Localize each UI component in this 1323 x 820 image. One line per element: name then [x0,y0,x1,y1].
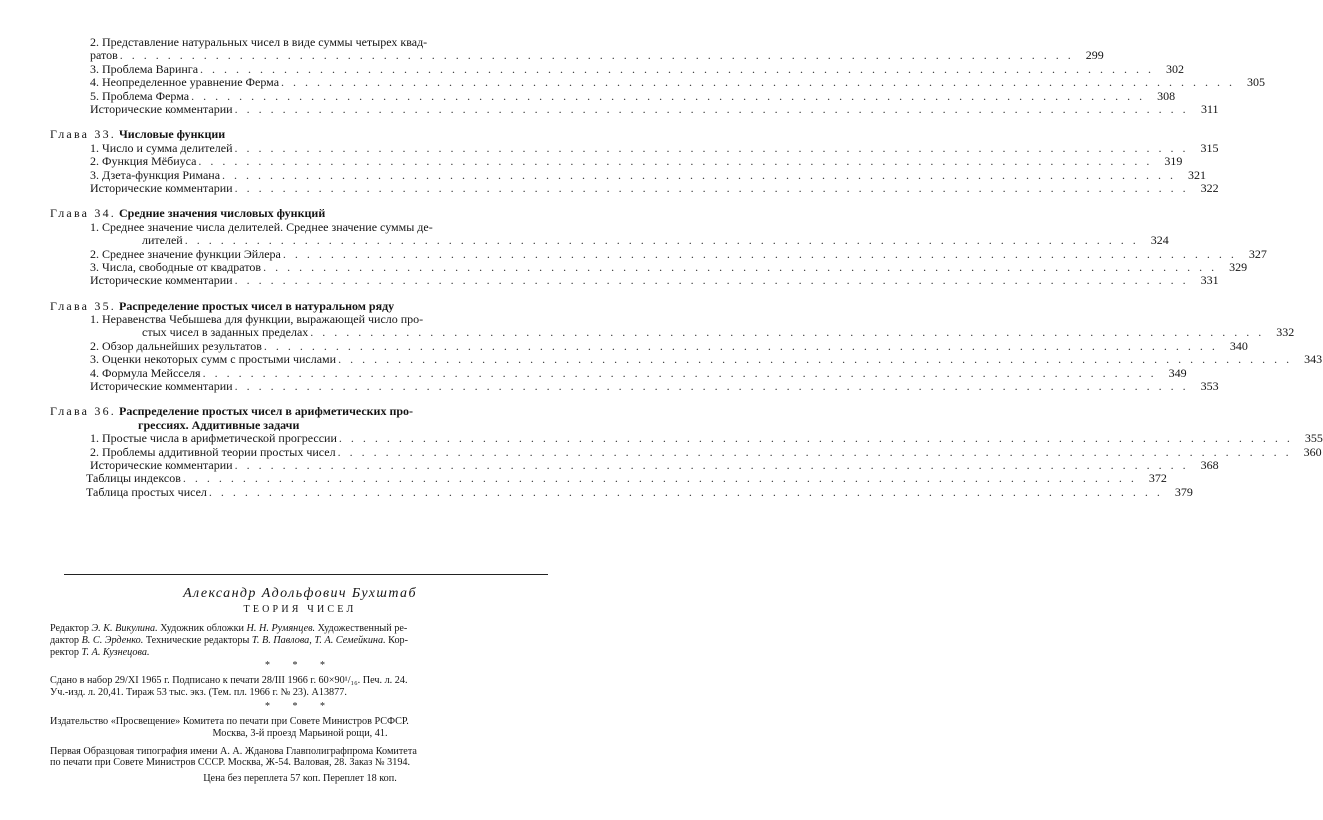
toc-entry [90,61,1185,76]
credit-label: ректор [50,646,79,658]
dot-leader: . . . . . . . . . . . . . . . . . . . . . . . . . . . . . . . . . . . . . . . . . . . . . . . . . . . . . . . . . . . . . . . . . . . . . . . . . . . . . . . . [310,325,1265,340]
toc-page-number: 340 [1229,338,1248,353]
dot-leader: . . . . . . . . . . . . . . . . . . . . . . . . . . . . . . . . . . . . . . . . . . . . . . . . . . . . . . . . . . . . . . . . . . . . . . . . . . . . . . . . [234,140,1189,155]
dot-leader: . . . . . . . . . . . . . . . . . . . . . . . . . . . . . . . . . . . . . . . . . . . . . . . . . . . . . . . . . . . . . . . . . . . . . . . . . . . . . . . . [208,484,1163,499]
toc-entry-text: Исторические комментарии [90,101,233,116]
toc-page-number: 353 [1200,379,1219,394]
toc-entry [86,484,1193,499]
credit-name: Т. А. Семейкина. [314,634,386,646]
toc-page-number: 360 [1303,444,1322,459]
toc-entry [90,259,1248,274]
credit-name: Т. А. Кузнецова. [81,646,150,658]
toc-entry [90,140,1219,155]
toc-page-number: 372 [1148,471,1167,486]
author-name: Александр Адольфович Бухштаб [183,586,417,601]
dot-leader: . . . . . . . . . . . . . . . . . . . . . . . . . . . . . . . . . . . . . . . . . . . . . . . . . . . . . . . . . . . . . . . . . . . . . . . . . . . . . . . . [234,379,1189,394]
credit-label: Кор- [388,634,409,646]
toc-entry-text: 2. Функция Мёбиуса [90,154,197,169]
imprint [50,586,550,784]
toc-entry [90,180,1219,195]
toc-entry [90,379,1219,394]
toc-entry-text: 2. Представление натуральных чисел в виде суммы четырех квад- [90,35,428,49]
dot-leader: . . . . . . . . . . . . . . . . . . . . . . . . . . . . . . . . . . . . . . . . . . . . . . . . . . . . . . . . . . . . . . . . . . . . . . . . . . . . . . . . [282,246,1237,261]
dot-leader: . . . . . . . . . . . . . . . . . . . . . . . . . . . . . . . . . . . . . . . . . . . . . . . . . . . . . . . . . . . . . . . . . . . . . . . . . . . . . . . . [184,233,1139,248]
chapter-label: Глава 34. [50,206,116,221]
dot-leader: . . . . . . . . . . . . . . . . . . . . . . . . . . . . . . . . . . . . . . . . . . . . . . . . . . . . . . . . . . . . . . . . . . . . . . . . . . . . . . . . [222,167,1177,182]
dot-leader: . . . . . . . . . . . . . . . . . . . . . . . . . . . . . . . . . . . . . . . . . . . . . . . . . . . . . . . . . . . . . . . . . . . . . . . . . . . . . . . . [337,444,1292,459]
chapter-label: Глава 33. [50,127,116,142]
toc-page-number: 322 [1200,180,1219,195]
toc-page-number: 308 [1157,88,1176,103]
credit-label: Редактор [50,623,89,634]
chapter-title: Числовые функции [118,127,226,142]
toc-entry-text: Исторические комментарии [90,379,233,394]
toc-entry [86,471,1167,486]
toc-entry-text: ратов [90,48,118,63]
toc-page-number: 299 [1085,48,1104,63]
toc-entry-text: 2. Проблемы аддитивной теории простых чисел [90,444,336,459]
toc-page-number: 355 [1304,431,1323,446]
toc-entry-text: 1. Простые числа в арифметической прогрессии [90,431,337,446]
chapter-heading [50,300,550,313]
toc-entry-cont [90,325,1295,340]
toc-page-number: 368 [1200,458,1219,473]
print-data-line: Уч.-изд. л. 20,41. Тираж 53 тыс. экз. (Тем. пл. 1966 г. № 23). А13877. [50,687,347,699]
toc-page-number: 302 [1166,61,1185,76]
chapter-title-cont: грессиях. Аддитивные задачи [138,417,300,432]
toc-page-number: 327 [1248,246,1267,261]
toc-entry [90,101,1219,116]
toc-page-number: 324 [1150,233,1169,248]
toc-entry [90,88,1176,103]
credit-name: Н. Н. Румянцев. [246,623,316,634]
toc-entry [90,365,1187,380]
toc-entry-text: 4. Неопределенное уравнение Ферма [90,75,280,90]
dot-leader: . . . . . . . . . . . . . . . . . . . . . . . . . . . . . . . . . . . . . . . . . . . . . . . . . . . . . . . . . . . . . . . . . . . . . . . . . . . . . . . . [234,458,1189,473]
toc-entry-cont [90,48,1104,63]
separator-stars: * * * [265,700,335,712]
toc-entry [90,36,550,49]
toc-entry-text: 3. Дзета-функция Римана [90,167,221,182]
chapter-heading [50,128,550,141]
toc-entry-text: Исторические комментарии [90,180,233,195]
dot-leader: . . . . . . . . . . . . . . . . . . . . . . . . . . . . . . . . . . . . . . . . . . . . . . . . . . . . . . . . . . . . . . . . . . . . . . . . . . . . . . . . [338,431,1293,446]
toc-entry-text: Исторические комментарии [90,273,233,288]
toc-entry-text: 3. Числа, свободные от квадратов [90,259,262,274]
toc-page-number: 349 [1168,365,1187,380]
toc-page-number: 311 [1201,101,1219,116]
dot-leader: . . . . . . . . . . . . . . . . . . . . . . . . . . . . . . . . . . . . . . . . . . . . . . . . . . . . . . . . . . . . . . . . . . . . . . . . . . . . . . . . [119,48,1074,63]
divider [64,574,548,575]
publisher-line: Издательство «Просвещение» Комитета по печати при Совете Министров РСФСР. [50,715,409,727]
toc-page-number: 319 [1164,154,1183,169]
toc-entry [90,352,1323,367]
toc-entry [90,167,1207,182]
toc-page-number: 305 [1247,75,1266,90]
credit-name: Т. В. Павлова, [251,634,312,646]
toc-entry [90,221,550,234]
chapter-heading [50,207,550,220]
printer-line: Первая Образцовая типография имени А. А. Жданова Главполиграфпрома Комитета [50,745,417,757]
dot-leader: . . . . . . . . . . . . . . . . . . . . . . . . . . . . . . . . . . . . . . . . . . . . . . . . . . . . . . . . . . . . . . . . . . . . . . . . . . . . . . . . [234,101,1189,116]
toc-entry-text: Исторические комментарии [90,458,233,473]
dot-leader: . . . . . . . . . . . . . . . . . . . . . . . . . . . . . . . . . . . . . . . . . . . . . . . . . . . . . . . . . . . . . . . . . . . . . . . . . . . . . . . . [182,471,1137,486]
toc-entry-text: 1. Число и сумма делителей [90,140,233,155]
credit-label: Художественный ре- [317,623,408,634]
toc-entry-text: 1. Неравенства Чебышева для функции, выражающей число про- [90,312,424,327]
publisher-info [50,716,550,740]
chapter-title: Распределение простых чисел в арифметических про- [118,404,414,419]
publisher-line: Москва, 3-й проезд Марьиной рощи, 41. [212,727,388,739]
dot-leader: . . . . . . . . . . . . . . . . . . . . . . . . . . . . . . . . . . . . . . . . . . . . . . . . . . . . . . . . . . . . . . . . . . . . . . . . . . . . . . . . [338,352,1293,367]
toc-entry [90,338,1248,353]
print-data [50,675,550,699]
dot-leader: . . . . . . . . . . . . . . . . . . . . . . . . . . . . . . . . . . . . . . . . . . . . . . . . . . . . . . . . . . . . . . . . . . . . . . . . . . . . . . . . [202,365,1157,380]
printer-info [50,746,550,770]
book-title: ТЕОРИЯ ЧИСЕЛ [243,604,357,615]
toc-entry-text: 3. Оценки некоторых сумм с простыми числами [90,352,337,367]
toc-entry-text: 4. Формула Мейсселя [90,365,201,380]
dot-leader: . . . . . . . . . . . . . . . . . . . . . . . . . . . . . . . . . . . . . . . . . . . . . . . . . . . . . . . . . . . . . . . . . . . . . . . . . . . . . . . . [234,180,1189,195]
toc-entry [90,444,1322,459]
toc-entry-text: стых чисел в заданных пределах [142,325,309,340]
toc-entry [90,458,1219,473]
toc-entry-text: 3. Проблема Варинга [90,61,199,76]
toc-page-number: 315 [1200,140,1219,155]
credit-label: дактор [50,634,80,646]
toc-entry [90,154,1183,169]
separator-stars: * * * [265,660,335,672]
print-data-line: Сдано в набор 29/XI 1965 г. Подписано к печати 28/III 1966 г. 60×90¹/₁₆. Печ. л. 24. [50,675,408,687]
toc-entry-cont [90,233,1169,248]
credit-name: Э. К. Викулина. [91,623,158,634]
toc-page-number: 343 [1304,352,1323,367]
dot-leader: . . . . . . . . . . . . . . . . . . . . . . . . . . . . . . . . . . . . . . . . . . . . . . . . . . . . . . . . . . . . . . . . . . . . . . . . . . . . . . . . [198,154,1153,169]
chapter-title: Средние значения числовых функций [118,206,326,221]
credits [50,623,550,658]
table-of-contents [50,35,1323,499]
toc-entry-text: 2. Среднее значение функции Эйлера [90,246,281,261]
dot-leader: . . . . . . . . . . . . . . . . . . . . . . . . . . . . . . . . . . . . . . . . . . . . . . . . . . . . . . . . . . . . . . . . . . . . . . . . . . . . . . . . [263,338,1218,353]
printer-line: по печати при Совете Министров СССР. Москва, Ж-54. Валовая, 28. Заказ № 3194. [50,757,411,769]
dot-leader: . . . . . . . . . . . . . . . . . . . . . . . . . . . . . . . . . . . . . . . . . . . . . . . . . . . . . . . . . . . . . . . . . . . . . . . . . . . . . . . . [263,259,1218,274]
toc-entry-text: 5. Проблема Ферма [90,88,190,103]
dot-leader: . . . . . . . . . . . . . . . . . . . . . . . . . . . . . . . . . . . . . . . . . . . . . . . . . . . . . . . . . . . . . . . . . . . . . . . . . . . . . . . . [200,61,1155,76]
toc-entry-text: Таблицы индексов [86,471,181,486]
toc-entry-text: Таблица простых чисел [86,484,207,499]
toc-page-number: 321 [1188,167,1207,182]
dot-leader: . . . . . . . . . . . . . . . . . . . . . . . . . . . . . . . . . . . . . . . . . . . . . . . . . . . . . . . . . . . . . . . . . . . . . . . . . . . . . . . . [281,75,1236,90]
toc-page-number: 331 [1200,273,1219,288]
credit-label: Художник обложки [160,623,244,634]
chapter-label: Глава 36. [50,404,116,419]
toc-entry [90,431,1323,446]
toc-entry [90,313,550,326]
toc-page-number: 332 [1276,325,1295,340]
chapter-title: Распределение простых чисел в натуральном ряду [118,298,395,313]
chapter-label: Глава 35. [50,298,116,313]
toc-entry [90,246,1267,261]
credit-name: В. С. Эрденко. [81,634,144,646]
chapter-heading [50,405,550,432]
toc-entry-text: лителей [142,233,183,248]
credit-label: Технические редакторы [145,634,250,646]
dot-leader: . . . . . . . . . . . . . . . . . . . . . . . . . . . . . . . . . . . . . . . . . . . . . . . . . . . . . . . . . . . . . . . . . . . . . . . . . . . . . . . . [234,273,1189,288]
dot-leader: . . . . . . . . . . . . . . . . . . . . . . . . . . . . . . . . . . . . . . . . . . . . . . . . . . . . . . . . . . . . . . . . . . . . . . . . . . . . . . . . [191,88,1146,103]
price: Цена без переплета 57 коп. Переплет 18 коп. [203,773,397,785]
toc-entry-text: 1. Среднее значение числа делителей. Среднее значение суммы де- [90,219,433,234]
toc-entry [90,273,1219,288]
toc-entry-text: 2. Обзор дальнейших результатов [90,338,262,353]
toc-page-number: 379 [1174,484,1193,499]
toc-entry [90,75,1266,90]
toc-page-number: 329 [1229,259,1248,274]
